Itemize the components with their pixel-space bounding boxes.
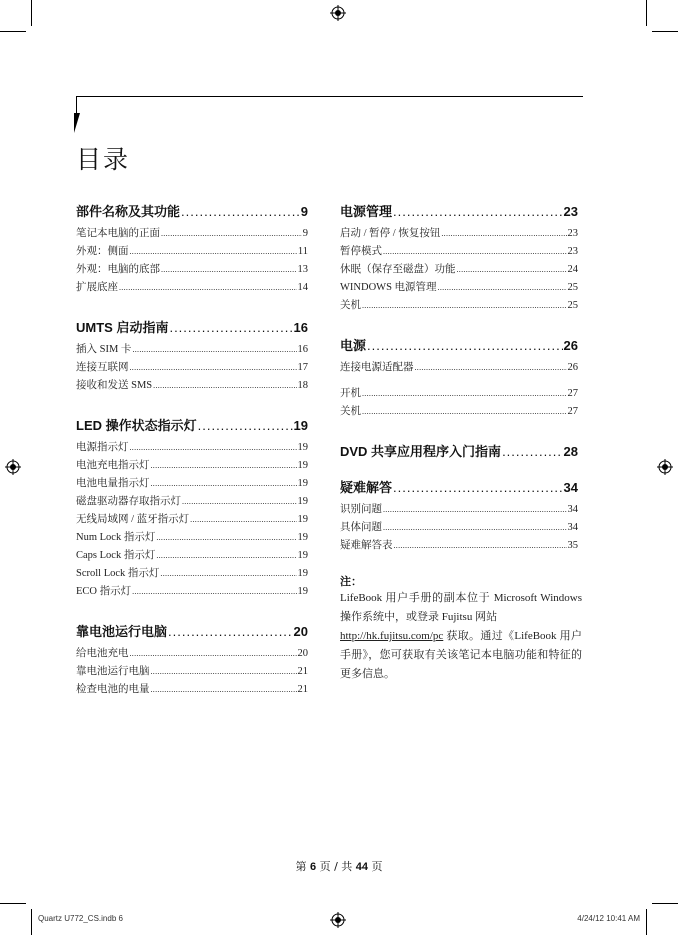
toc-entry[interactable] xyxy=(76,457,308,475)
toc-entry-label: 电源指示灯 xyxy=(76,442,129,453)
crop-mark-tl-h xyxy=(0,31,26,32)
leader-dots xyxy=(362,301,567,310)
toc-entry-page: 21 xyxy=(297,684,308,695)
leader-dots xyxy=(198,418,293,433)
leader-dots xyxy=(132,587,296,596)
toc-heading-page: 28 xyxy=(563,444,578,459)
toc-entry-label: 给电池充电 xyxy=(76,648,129,659)
toc-section xyxy=(340,441,578,461)
leader-dots xyxy=(161,229,302,238)
toc-entry[interactable] xyxy=(340,519,578,537)
page-footer xyxy=(0,858,678,874)
toc-entry-page: 13 xyxy=(297,264,308,275)
footer-suffix: 页 xyxy=(368,860,383,873)
footer-prefix: 第 xyxy=(295,860,310,873)
toc-entry[interactable] xyxy=(76,511,308,529)
toc-entry-label: 启动 / 暂停 / 恢复按钮 xyxy=(340,228,441,239)
crop-mark-br-h xyxy=(652,903,678,904)
toc-entry[interactable] xyxy=(340,385,578,403)
leader-dots xyxy=(160,569,296,578)
leader-dots xyxy=(362,389,567,398)
toc-entry-page: 27 xyxy=(567,406,578,417)
leader-dots xyxy=(168,624,293,639)
toc-entry[interactable] xyxy=(76,359,308,377)
toc-entry-label: 连接电源适配器 xyxy=(340,362,414,373)
title-rule xyxy=(76,96,583,97)
toc-heading-label: 部件名称及其功能 xyxy=(76,204,181,219)
toc-section-heading[interactable] xyxy=(340,201,578,221)
leader-dots xyxy=(130,443,297,452)
toc-entry-label: 连接互联网 xyxy=(76,362,129,373)
print-slug-date: 4/24/12 10:41 AM xyxy=(577,914,640,923)
toc-entry-label: Caps Lock 指示灯 xyxy=(76,550,156,561)
toc-heading-page: 26 xyxy=(563,338,578,353)
leader-dots xyxy=(383,505,567,514)
toc-entry[interactable] xyxy=(340,243,578,261)
toc-entry[interactable] xyxy=(76,279,308,297)
toc-entry[interactable] xyxy=(340,261,578,279)
footer-total-pages: 44 xyxy=(355,861,369,873)
toc-entry-page: 14 xyxy=(297,282,308,293)
toc-section-heading[interactable] xyxy=(340,477,578,497)
toc-entry[interactable] xyxy=(340,225,578,243)
leader-dots xyxy=(190,515,296,524)
leader-dots xyxy=(383,523,567,532)
toc-section xyxy=(76,621,308,699)
toc-entry-label: 扩展底座 xyxy=(76,282,118,293)
toc-entry[interactable] xyxy=(76,663,308,681)
title-wedge xyxy=(74,113,80,133)
toc-section xyxy=(340,335,578,421)
toc-entry-page: 21 xyxy=(297,666,308,677)
toc-heading-page: 16 xyxy=(293,320,308,335)
toc-section xyxy=(76,317,308,395)
toc-entry-label: 检查电池的电量 xyxy=(76,684,150,695)
toc-entry-label: 外观：电脑的底部 xyxy=(76,264,160,275)
toc-entry-page: 34 xyxy=(567,522,578,533)
toc-entry-label: 具体问题 xyxy=(340,522,382,533)
toc-entry[interactable] xyxy=(76,583,308,601)
leader-dots xyxy=(119,283,297,292)
toc-entry-page: 26 xyxy=(567,362,578,373)
toc-entry-page: 18 xyxy=(297,380,308,391)
leader-dots xyxy=(362,407,567,416)
toc-heading-page: 23 xyxy=(563,204,578,219)
toc-entry-page: 19 xyxy=(297,514,308,525)
toc-entry[interactable] xyxy=(76,493,308,511)
leader-dots xyxy=(169,320,292,335)
toc-right-column xyxy=(340,201,582,684)
toc-entry-page: 16 xyxy=(297,344,308,355)
toc-left-column xyxy=(76,201,308,699)
toc-entry[interactable] xyxy=(340,359,578,377)
footer-page-number: 6 xyxy=(309,861,317,873)
leader-dots xyxy=(130,363,297,372)
toc-section-heading[interactable] xyxy=(76,201,308,221)
toc-entry-label: 电池电量指示灯 xyxy=(76,478,150,489)
toc-heading-label: DVD 共享应用程序入门指南 xyxy=(340,444,502,459)
toc-entry-page: 19 xyxy=(297,496,308,507)
leader-dots xyxy=(393,480,563,495)
toc-entry-label: 接收和发送 SMS xyxy=(76,380,153,391)
print-slug-file: Quartz U772_CS.indb 6 xyxy=(38,914,123,923)
leader-dots xyxy=(441,229,566,238)
toc-entry-page: 35 xyxy=(567,540,578,551)
toc-entry-label: 笔记本电脑的正面 xyxy=(76,228,160,239)
note-text-part: 获取。通过《LifeBook 用户手册》，您可获取有关该笔记本电脑功能和特征的更多信息。 xyxy=(340,630,582,680)
toc-entry-page: 24 xyxy=(567,264,578,275)
toc-heading-label: UMTS 启动指南 xyxy=(76,320,169,335)
leader-dots xyxy=(181,204,300,219)
toc-entry-label: 磁盘驱动器存取指示灯 xyxy=(76,496,181,507)
leader-dots xyxy=(151,479,297,488)
note-text-part: LifeBook 用户手册的副本位于 Microsoft Windows 操作系统中，或登录 Fujitsu 网站 xyxy=(340,592,582,623)
toc-entry-label: WINDOWS 电源管理 xyxy=(340,282,437,293)
leader-dots xyxy=(130,649,297,658)
toc-entry-page: 9 xyxy=(302,228,308,239)
toc-entry[interactable] xyxy=(340,279,578,297)
leader-dots xyxy=(182,497,297,506)
toc-section xyxy=(340,477,578,555)
toc-heading-page: 9 xyxy=(300,204,308,219)
toc-entry-page: 19 xyxy=(297,586,308,597)
toc-section-heading[interactable] xyxy=(76,415,308,435)
footer-middle: 页 / 共 xyxy=(316,860,356,873)
leader-dots xyxy=(161,265,297,274)
toc-entry[interactable] xyxy=(76,261,308,279)
toc-heading-page: 34 xyxy=(563,480,578,495)
note-block xyxy=(340,573,582,684)
toc-entry-label: 插入 SIM 卡 xyxy=(76,344,132,355)
toc-entry-label: Scroll Lock 指示灯 xyxy=(76,568,160,579)
toc-entry[interactable] xyxy=(340,297,578,315)
toc-section xyxy=(76,201,308,297)
toc-entry-page: 23 xyxy=(567,246,578,257)
fujitsu-website-link[interactable]: http://hk.fujitsu.com/pc xyxy=(340,630,444,642)
toc-entry-label: 识别问题 xyxy=(340,504,382,515)
toc-heading-page: 20 xyxy=(293,624,308,639)
toc-entry[interactable] xyxy=(76,243,308,261)
toc-heading-label: 疑难解答 xyxy=(340,480,393,495)
leader-dots xyxy=(502,444,562,459)
toc-entry-label: 电池充电指示灯 xyxy=(76,460,150,471)
toc-entry[interactable] xyxy=(76,377,308,395)
leader-dots xyxy=(151,461,297,470)
toc-heading-label: LED 操作状态指示灯 xyxy=(76,418,197,433)
toc-entry-label: 开机 xyxy=(340,388,361,399)
toc-entry[interactable] xyxy=(76,547,308,565)
leader-dots xyxy=(393,204,563,219)
toc-heading-label: 电源 xyxy=(340,338,367,353)
crop-mark-tr-v xyxy=(646,0,647,26)
toc-entry-page: 25 xyxy=(567,300,578,311)
leader-dots xyxy=(130,247,297,256)
crop-mark-tr-h xyxy=(652,31,678,32)
page-title: 目录 xyxy=(76,145,131,174)
leader-dots xyxy=(457,265,567,274)
toc-entry[interactable] xyxy=(340,501,578,519)
toc-section-heading[interactable] xyxy=(340,335,578,355)
crop-mark-tl-v xyxy=(31,0,32,26)
toc-heading-page: 19 xyxy=(293,418,308,433)
toc-section-heading[interactable] xyxy=(76,317,308,337)
leader-dots xyxy=(438,283,567,292)
registration-mark-icon xyxy=(330,912,346,928)
crop-mark-br-v xyxy=(646,909,647,935)
toc-entry-label: 关机 xyxy=(340,300,361,311)
toc-entry-label: 休眠（保存至磁盘）功能 xyxy=(340,264,456,275)
toc-entry[interactable] xyxy=(76,439,308,457)
crop-mark-bl-h xyxy=(0,903,26,904)
leader-dots xyxy=(156,533,296,542)
toc-entry[interactable] xyxy=(76,681,308,699)
toc-entry-label: Num Lock 指示灯 xyxy=(76,532,156,543)
crop-mark-bl-v xyxy=(31,909,32,935)
toc-heading-label: 靠电池运行电脑 xyxy=(76,624,168,639)
leader-dots xyxy=(132,345,296,354)
toc-entry-page: 20 xyxy=(297,648,308,659)
toc-entry-label: 无线局域网 / 蓝牙指示灯 xyxy=(76,514,190,525)
toc-entry-label: 靠电池运行电脑 xyxy=(76,666,150,677)
toc-section-heading[interactable] xyxy=(340,441,578,461)
leader-dots xyxy=(367,338,563,353)
toc-entry-page: 19 xyxy=(297,550,308,561)
toc-section xyxy=(76,415,308,601)
leader-dots xyxy=(156,551,296,560)
toc-entry-page: 19 xyxy=(297,460,308,471)
note-text xyxy=(340,589,582,684)
toc-entry-label: 关机 xyxy=(340,406,361,417)
toc-entry-page: 17 xyxy=(297,362,308,373)
leader-dots xyxy=(415,363,567,372)
toc-entry-label: 外观：侧面 xyxy=(76,246,129,257)
leader-dots xyxy=(383,247,567,256)
toc-entry-page: 34 xyxy=(567,504,578,515)
registration-mark-icon xyxy=(657,459,673,475)
toc-entry[interactable] xyxy=(76,565,308,583)
toc-entry[interactable] xyxy=(76,475,308,493)
leader-dots xyxy=(153,381,296,390)
toc-entry[interactable] xyxy=(76,341,308,359)
toc-entry-page: 19 xyxy=(297,478,308,489)
toc-section xyxy=(340,201,578,315)
toc-entry-page: 19 xyxy=(297,568,308,579)
toc-entry-page: 19 xyxy=(297,532,308,543)
registration-mark-icon xyxy=(330,5,346,21)
toc-entry-page: 23 xyxy=(567,228,578,239)
toc-entry-page: 27 xyxy=(567,388,578,399)
toc-entry-label: 疑难解答表 xyxy=(340,540,393,551)
toc-entry-page: 11 xyxy=(297,246,308,257)
toc-entry[interactable] xyxy=(340,403,578,421)
registration-mark-icon xyxy=(5,459,21,475)
toc-entry[interactable] xyxy=(340,537,578,555)
leader-dots xyxy=(394,541,567,550)
toc-heading-label: 电源管理 xyxy=(340,204,393,219)
toc-entry[interactable] xyxy=(76,645,308,663)
leader-dots xyxy=(151,685,297,694)
toc-entry[interactable] xyxy=(76,529,308,547)
toc-entry-label: ECO 指示灯 xyxy=(76,586,132,597)
toc-entry[interactable] xyxy=(76,225,308,243)
toc-entry-page: 19 xyxy=(297,442,308,453)
toc-section-heading[interactable] xyxy=(76,621,308,641)
toc-entry-label: 暂停模式 xyxy=(340,246,382,257)
note-heading: 注： xyxy=(340,575,362,588)
toc-entry-page: 25 xyxy=(567,282,578,293)
leader-dots xyxy=(151,667,297,676)
